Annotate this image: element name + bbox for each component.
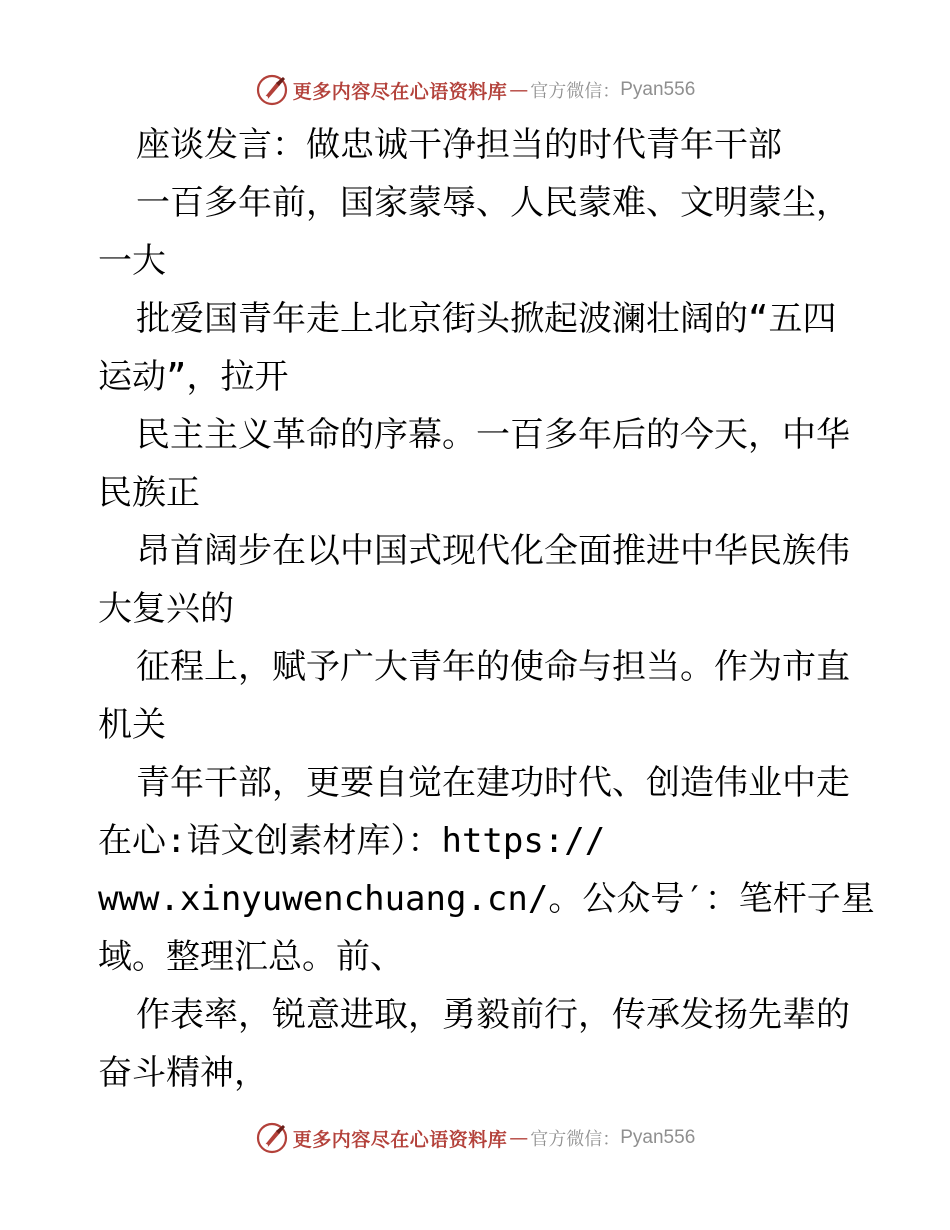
text-line: 在心:语文创素材库）：https:// xyxy=(98,821,606,861)
text-line: 运动”，拉开 xyxy=(98,357,289,397)
quill-pen-logo-icon xyxy=(255,73,289,107)
text-line: 作表率，锐意进取，勇毅前行，传承发扬先辈的 xyxy=(136,995,850,1035)
text-line-url: www.xinyuwenchuang.cn/。公众号′：笔杆子星 xyxy=(98,879,875,919)
banner-wechat-id: Pyan556 xyxy=(620,1127,696,1148)
banner-wechat-label: 官方微信： xyxy=(530,1129,621,1150)
text-line: 昂首阔步在以中国式现代化全面推进中华民族伟 xyxy=(136,531,850,571)
text-line: 一大 xyxy=(98,241,166,281)
text-line: 大复兴的 xyxy=(98,589,234,629)
banner-dash: — xyxy=(509,79,529,101)
banner-brand-text: 更多内容尽在心语资料库 xyxy=(292,80,508,103)
text-line: 机关 xyxy=(98,705,166,745)
quill-pen-logo-icon xyxy=(255,1121,289,1155)
banner-wechat-id: Pyan556 xyxy=(620,79,696,100)
text-line: 奋斗精神， xyxy=(98,1053,268,1093)
text-line: 一百多年前，国家蒙辱、人民蒙难、文明蒙尘， xyxy=(136,183,850,223)
banner-dash: — xyxy=(509,1127,529,1149)
text-line: 民主主义革命的序幕。一百多年后的今天，中华 xyxy=(136,415,850,455)
text-line: 征程上，赋予广大青年的使命与担当。作为市直 xyxy=(136,647,850,687)
footer-banner xyxy=(0,1118,950,1158)
text-line: 域。整理汇总。前、 xyxy=(98,937,404,977)
text-line: 批爱国青年走上北京街头掀起波澜壮阔的“五四 xyxy=(136,299,837,339)
text-line: 民族正 xyxy=(98,473,200,513)
document-title: 座谈发言：做忠诚干净担当的时代青年干部 xyxy=(136,125,782,165)
banner-brand-text: 更多内容尽在心语资料库 xyxy=(292,1128,508,1151)
document-body xyxy=(98,116,875,1102)
text-line: 青年干部，更要自觉在建功时代、创造伟业中走 xyxy=(136,763,850,803)
banner-wechat-label: 官方微信： xyxy=(530,81,621,102)
header-banner xyxy=(0,70,950,110)
